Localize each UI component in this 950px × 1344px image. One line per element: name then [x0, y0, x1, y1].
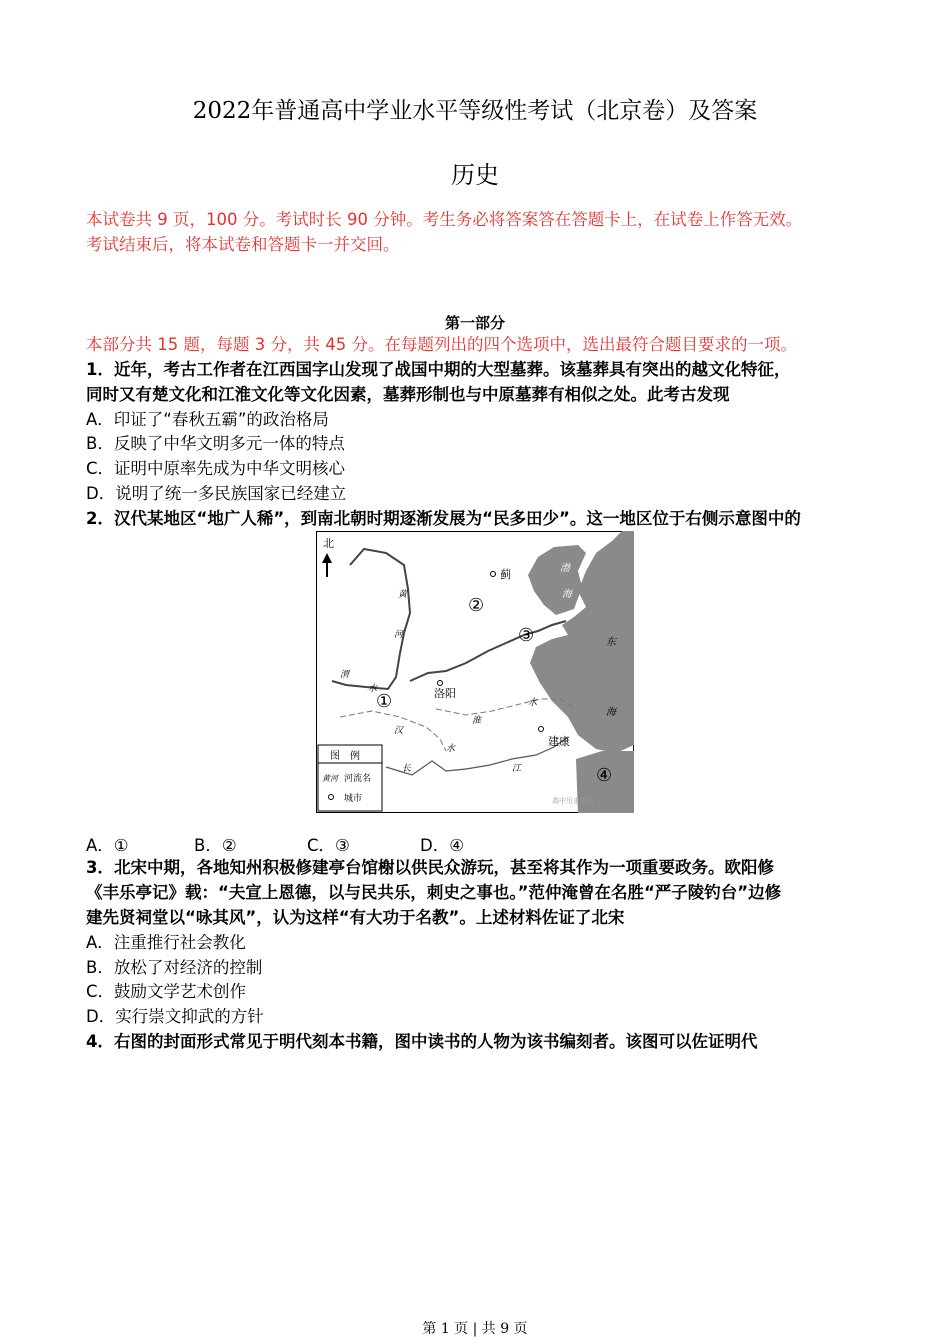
huai-river-label-2: 淮 [472, 716, 482, 726]
legend-river-label: 河流名 [344, 774, 372, 784]
wei-river-label-1: 渭 [340, 670, 350, 680]
q2-option-a: A．① [86, 836, 129, 855]
q3-option-b: B．放松了对经济的控制 [86, 958, 263, 977]
subject-title: 历史 [451, 161, 499, 189]
han-river-label-1: 汉 [394, 726, 404, 736]
city-luoyang-dot [438, 681, 443, 686]
city-ji-label: 蓟 [500, 568, 511, 581]
q3-stem-line-1: 3．北宋中期，各地知州积极修建亭台馆榭以供民众游玩，甚至将其作为一项重要政务。欧阳修 [86, 858, 774, 877]
legend-city-icon [329, 795, 334, 800]
q2-option-d: D．④ [420, 836, 464, 855]
legend-river-sample: 黄河 [322, 774, 338, 783]
yellow-river-label-1: 黄 [398, 590, 408, 600]
q3-option-c: C．鼓励文学艺术创作 [86, 982, 247, 1001]
notice-line-1: 本试卷共 9 页，100 分。考试时长 90 分钟。考生务必将答案答在答题卡上，在试卷上作答无效。 [86, 210, 803, 229]
page-footer: 第 1 页 | 共 9 页 [422, 1321, 528, 1337]
legend-title: 图 例 [330, 751, 360, 762]
q3-stem-line-2: 《丰乐亭记》载：“夫宣上恩德，以与民共乐，刺史之事也。”范仲淹曾在名胜“严子陵钓台”边修 [86, 883, 782, 902]
yellow-river-label-2: 河 [394, 630, 404, 640]
map-watermark: 高中历史资料 [552, 797, 594, 805]
city-ji-dot [491, 572, 496, 577]
q2-option-b: B．② [194, 836, 237, 855]
page-title: 2022年普通高中学业水平等级性考试（北京卷）及答案 [192, 98, 758, 124]
han-river-label-2: 水 [446, 744, 456, 754]
q3-option-a: A．注重推行社会教化 [86, 933, 246, 952]
q2-stem: 2．汉代某地区“地广人稀”，到南北朝时期逐渐发展为“民多田少”。这一地区位于右侧示意图中的 [86, 509, 801, 528]
historical-map [316, 531, 634, 813]
bohai-label-2: 海 [562, 589, 572, 600]
map-marker-4: ④ [596, 765, 613, 786]
legend-city-label: 城市 [344, 794, 363, 804]
q4-stem: 4．右图的封面形式常见于明代刻本书籍，图中读书的人物为该书编刻者。该图可以佐证明代 [86, 1032, 758, 1051]
city-jiankang-dot [539, 727, 544, 732]
map-marker-3: ③ [518, 625, 535, 646]
bohai-label-1: 渤 [560, 563, 570, 574]
q1-stem-line-1: 1．近年，考古工作者在江西国字山发现了战国中期的大型墓葬。该墓葬具有突出的越文化特征， [86, 360, 791, 379]
huai-river-label-1: 水 [528, 698, 538, 708]
q3-stem-line-3: 建先贤祠堂以“咏其风”，认为这样“有大功于名教”。上述材料佐证了北宋 [86, 908, 625, 927]
q1-option-d: D．说明了统一多民族国家已经建立 [86, 484, 347, 503]
q1-option-b: B．反映了中华文明多元一体的特点 [86, 434, 345, 453]
yangtze-label-2: 江 [512, 764, 522, 774]
map-marker-2: ② [468, 595, 485, 616]
q1-stem-line-2: 同时又有楚文化和江淮文化等文化因素，墓葬形制也与中原墓葬有相似之处。此考古发现 [86, 385, 730, 404]
donghai-label-1: 东 [606, 637, 616, 648]
city-jiankang-label: 建康 [548, 735, 570, 748]
wei-river-label-2: 水 [368, 684, 378, 694]
q1-option-a: A．印证了“春秋五霸”的政治格局 [86, 410, 329, 429]
donghai-label-2: 海 [606, 707, 616, 718]
section-title: 第一部分 [444, 314, 505, 332]
map-marker-1: ① [376, 691, 393, 712]
notice-line-2: 考试结束后，将本试卷和答题卡一并交回。 [86, 235, 400, 254]
q3-option-d: D．实行崇文抑武的方针 [86, 1007, 264, 1026]
yangtze-label-1: 长 [402, 764, 412, 774]
north-label: 北 [323, 537, 334, 550]
section-instruction: 本部分共 15 题，每题 3 分，共 45 分。在每题列出的四个选项中，选出最符合题目要求的一项。 [86, 335, 797, 354]
city-luoyang-label: 洛阳 [434, 687, 456, 700]
q2-option-c: C．③ [307, 836, 350, 855]
q1-option-c: C．证明中原率先成为中华文明核心 [86, 459, 346, 478]
